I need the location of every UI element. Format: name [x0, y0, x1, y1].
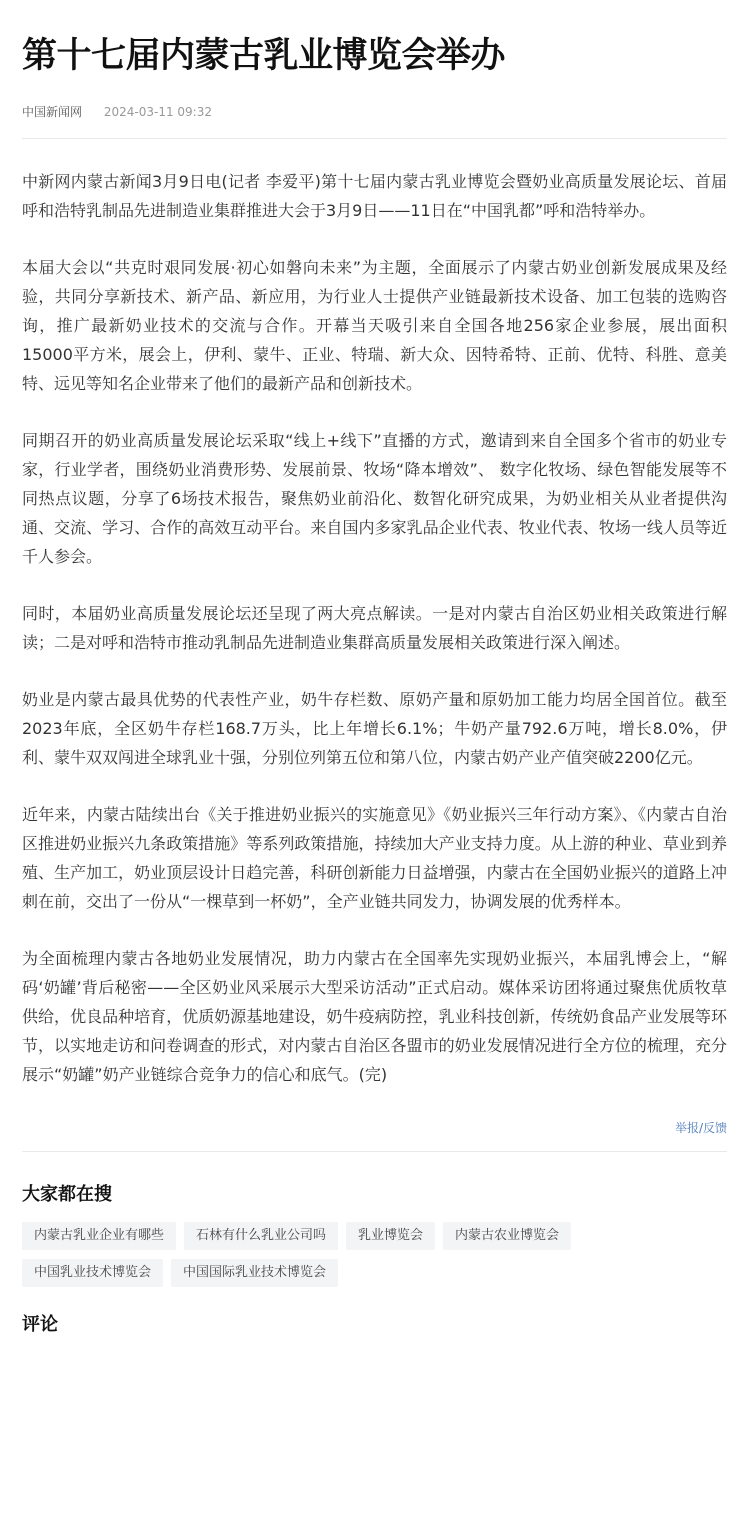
hot-search-title: 大家都在搜	[22, 1184, 112, 1205]
search-tag[interactable]: 内蒙古乳业企业有哪些	[22, 1222, 176, 1250]
article-paragraph: 为全面梳理内蒙古各地奶业发展情况，助力内蒙古在全国率先实现奶业振兴，本届乳博会上，“解码‘奶罐’背后秘密——全区奶业风采展示大型采访活动”正式启动。媒体采访团将通过聚焦优质牧草供给，优良品种培育，优质奶源基地建设，奶牛疫病防控，乳业科技创新，传统奶食品产业发展等环节，以实地走访和问卷调查的形式，对内蒙古自治区各盟市的奶业发展情况进行全方位的梳理，充分展示“奶罐”奶产业链综合竞争力的信心和底气。(完)	[22, 949, 727, 1084]
comment-title: 评论	[22, 1314, 58, 1335]
search-tag[interactable]: 石林有什么乳业公司吗	[184, 1222, 338, 1250]
article-source[interactable]: 中国新闻网	[22, 105, 83, 119]
search-tag[interactable]: 中国国际乳业技术博览会	[171, 1259, 338, 1287]
article-paragraph: 同时，本届奶业高质量发展论坛还呈现了两大亮点解读。一是对内蒙古自治区奶业相关政策进行解读；二是对呼和浩特市推动乳制品先进制造业集群高质量发展相关政策进行深入阐述。	[22, 604, 727, 652]
comment-section	[22, 1296, 727, 1338]
article-time: 2024-03-11 09:32	[103, 105, 212, 119]
article-meta	[22, 103, 727, 121]
article-title: 第十七届内蒙古乳业博览会举办	[22, 36, 506, 76]
hot-search-tags	[22, 1222, 727, 1296]
article-paragraph: 本届大会以“共克时艰同发展·初心如磐向未来”为主题，全面展示了内蒙古奶业创新发展成果及经验，共同分享新技术、新产品、新应用，为行业人士提供产业链最新技术设备、加工包装的选购咨询，推广最新奶业技术的交流与合作。开幕当天吸引来自全国各地256家企业参展，展出面积15000平方米，展会上，伊利、蒙牛、正业、特瑞、新大众、因特希特、正前、优特、科胜、意美特、远见等知名企业带来了他们的最新产品和创新技术。	[22, 258, 727, 393]
report-row	[22, 1117, 727, 1137]
search-tag[interactable]: 内蒙古农业博览会	[443, 1222, 571, 1250]
article-paragraph: 近年来，内蒙古陆续出台《关于推进奶业振兴的实施意见》《奶业振兴三年行动方案》、《内蒙古自治区推进奶业振兴九条政策措施》等系列政策措施，持续加大产业支持力度。从上游的种业、草业到养殖、生产加工，奶业顶层设计日趋完善，科研创新能力日益增强，内蒙古在全国奶业振兴的道路上冲刺在前，交出了一份从“一棵草到一杯奶”，全产业链共同发力，协调发展的优秀样本。	[22, 805, 727, 911]
search-tag[interactable]: 中国乳业技术博览会	[22, 1259, 163, 1287]
article-body	[22, 139, 727, 1089]
article-paragraph: 奶业是内蒙古最具优势的代表性产业，奶牛存栏数、原奶产量和原奶加工能力均居全国首位。截至2023年底，全区奶牛存栏168.7万头，比上年增长6.1%；牛奶产量792.6万吨，增长8.0%，伊利、蒙牛双双闯进全球乳业十强，分别位列第五位和第八位，内蒙古奶产业产值突破2200亿元。	[22, 690, 727, 767]
report-feedback-link[interactable]: 举报/反馈	[674, 1121, 727, 1135]
hot-search-section	[22, 1152, 727, 1296]
search-tag[interactable]: 乳业博览会	[346, 1222, 435, 1250]
article-paragraph: 中新网内蒙古新闻3月9日电(记者 李爱平)第十七届内蒙古乳业博览会暨奶业高质量发展论坛、首届呼和浩特乳制品先进制造业集群推进大会于3月9日——11日在“中国乳都”呼和浩特举办。	[22, 172, 727, 220]
article-paragraph: 同期召开的奶业高质量发展论坛采取“线上+线下”直播的方式，邀请到来自全国多个省市的奶业专家，行业学者，围绕奶业消费形势、发展前景、牧场“降本增效”、 数字化牧场、绿色智能发展等不同热点议题，分享了6场技术报告，聚焦奶业前沿化、数智化研究成果，为奶业相关从业者提供沟通、交流、学习、合作的高效互动平台。来自国内多家乳品企业代表、牧业代表、牧场一线人员等近千人参会。	[22, 431, 727, 566]
